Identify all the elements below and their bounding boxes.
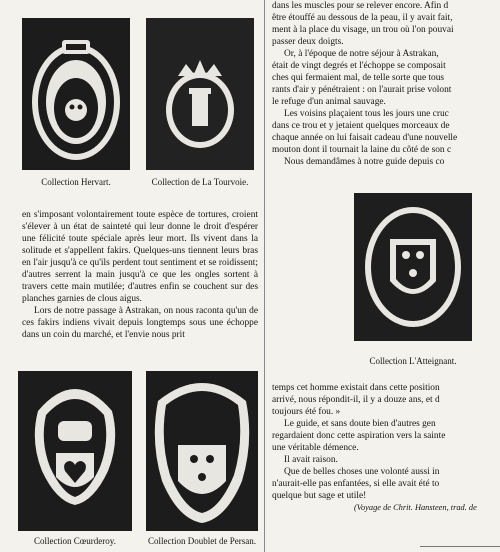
text-line: dans ce trou et y jetaient quelques morceaux de (272, 121, 450, 131)
bookplate-hervart (22, 18, 130, 170)
paragraph: en s'imposant volontairement toute espèce de tortures, croient s'élever à un état de sainteté qui leur donne le droit d'espérer une félicité toute spéciale après leur mort. Ils vivent dans la solitude et s'appellent fakirs. Quelques-uns tiennent leurs bras en l'air jusqu'à ce qu'ils perdent tout sentiment et se roidissent; d'autres serrent la main jusqu'à ce que les ongles sortent à travers cette main mutilée; d'autres enfin se couchent sur des planches garnies de clous aigus. (22, 210, 258, 304)
right-column-top-text (272, 0, 500, 168)
text-line: dans les muscles pour se relever encore. Afin d (272, 1, 449, 11)
right-column-bottom-text (272, 382, 500, 514)
caption-atteignant: Collection L'Atteignant. (369, 356, 457, 366)
caption-doublet: Collection Doublet de Persan. (148, 536, 256, 546)
text-line: (Voyage de Chrit. Hansteen, trad. de (354, 503, 477, 512)
heart-crest-icon (18, 371, 132, 531)
bookplate-doublet (146, 371, 258, 531)
end-rule (420, 546, 500, 547)
lion-crest-icon (354, 193, 472, 341)
text-line: temps cet homme existait dans cette position (272, 383, 440, 393)
text-line: Nous demandâmes à notre guide depuis co (284, 157, 445, 167)
text-line: rants d'air y pénétraient : on l'aurait prise volont (272, 85, 452, 95)
paragraph: Lors de notre passage à Astrakan, on nous raconta qu'un de ces fakirs indiens vivait depuis longtemps sous une échoppe dans un coin du marché, et l'envie nous prit (22, 306, 258, 340)
text-line: passer deux doigts. (272, 37, 344, 47)
text-line: être étouffé au dessous de la peau, il y avait fait, (272, 13, 453, 23)
text-line: ches qui fermaient mal, de telle sorte que tous (272, 73, 445, 83)
bookplate-tourvoie (146, 18, 254, 170)
text-line: le refuge d'un animal sauvage. (272, 97, 386, 107)
owl-crest-icon (22, 18, 130, 170)
text-line: une véritable démence. (272, 443, 359, 453)
text-line: toujours été fou. » (272, 407, 341, 417)
text-line: n'aurait-elle pas enfantées, si elle avait été to (272, 479, 440, 489)
text-line: Les voisins plaçaient tous les jours une cruc (284, 109, 449, 119)
text-line: était de vingt degrés et l'échoppe se composait (272, 61, 446, 71)
tower-crest-icon (146, 18, 254, 170)
text-line: Que de belles choses une volonté aussi in (284, 467, 440, 477)
text-line: chaque année on lui faisait cadeau d'une nouvelle (272, 133, 458, 143)
left-column-text (22, 209, 258, 341)
text-line: arrivé, nous répondit-il, il y a douze ans, et d (272, 395, 440, 405)
text-line: quelque but sage et utile! (272, 491, 367, 501)
bookplate-atteignant (354, 193, 472, 341)
text-line: Il avait raison. (284, 455, 338, 465)
column-rule (264, 0, 265, 552)
text-line: mouton dont il tournait la laine du côté de son c (272, 145, 452, 155)
caption-coeurderoy: Collection Cœurderoy. (34, 536, 116, 546)
text-line: regardaient donc cette aspiration vers la sainte (272, 431, 446, 441)
text-line: Or, à l'époque de notre séjour à Astrakan, (284, 49, 439, 59)
text-line: Le guide, et sans doute bien d'autres gen (284, 419, 436, 429)
bees-crest-icon (146, 371, 258, 531)
caption-tourvoie: Collection de La Tourvoie. (151, 177, 249, 187)
text-line: ment à la place du visage, un trou où l'on pouvai (272, 25, 454, 35)
bookplate-coeurderoy (18, 371, 132, 531)
caption-hervart: Collection Hervart. (41, 177, 111, 187)
